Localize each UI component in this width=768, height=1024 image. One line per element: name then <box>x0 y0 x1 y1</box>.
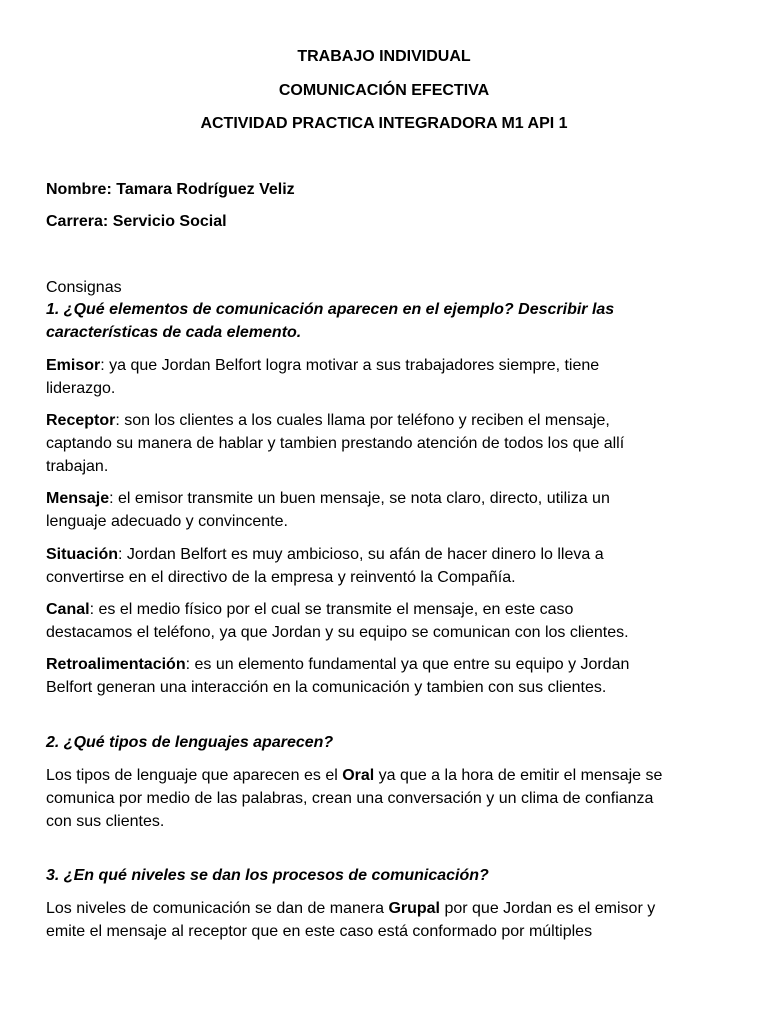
student-name: Nombre: Tamara Rodríguez Veliz <box>46 181 295 198</box>
student-career: Carrera: Servicio Social <box>46 213 227 230</box>
answer-2-line-2: comunica por medio de las palabras, crean una conversación y un clima de confianza <box>46 790 654 807</box>
question-3: 3. ¿En qué niveles se dan los procesos de comunicación? <box>46 867 489 884</box>
answer-3-pre: Los niveles de comunicación se dan de manera <box>46 900 389 917</box>
retro-line-1 <box>46 653 748 676</box>
answer-2-post: ya que a la hora de emitir el mensaje se <box>374 767 663 784</box>
question-2: 2. ¿Qué tipos de lenguajes aparecen? <box>46 734 334 751</box>
canal-text: : es el medio físico por el cual se transmite el mensaje, en este caso <box>89 601 574 618</box>
canal-line-2: destacamos el teléfono, ya que Jordan y su equipo se comunican con los clientes. <box>46 624 629 641</box>
doc-title: TRABAJO INDIVIDUAL <box>297 48 471 65</box>
answer-2-pre: Los tipos de lenguaje que aparecen es el <box>46 767 343 784</box>
question-1-line-1: 1. ¿Qué elementos de comunicación aparecen en el ejemplo? Describir las <box>46 301 615 318</box>
situacion-text: : Jordan Belfort es muy ambicioso, su afán de hacer dinero lo lleva a <box>118 546 604 563</box>
receptor-line-1 <box>46 409 748 432</box>
retro-text: : es un elemento fundamental ya que entre su equipo y Jordan <box>185 656 630 673</box>
retro-line-2: Belfort generan una interacción en la comunicación y tambien con sus clientes. <box>46 679 607 696</box>
answer-3-term: Grupal <box>388 900 440 917</box>
emisor-line-1 <box>46 354 748 377</box>
emisor-line-2: liderazgo. <box>46 380 116 397</box>
mensaje-text: : el emisor transmite un buen mensaje, se nota claro, directo, utiliza un <box>109 490 610 507</box>
canal-line-1 <box>46 598 748 621</box>
situacion-line-2: convertirse en el directivo de la empresa y reinventó la Compañía. <box>46 569 516 586</box>
situacion-line-1 <box>46 543 748 566</box>
mensaje-line-2: lenguaje adecuado y convincente. <box>46 513 288 530</box>
answer-3-post: por que Jordan es el emisor y <box>440 900 656 917</box>
answer-3-line-2: emite el mensaje al receptor que en este caso está conformado por múltiples <box>46 923 593 940</box>
answer-2-line-1 <box>46 764 748 787</box>
doc-activity: ACTIVIDAD PRACTICA INTEGRADORA M1 API 1 <box>200 115 568 132</box>
receptor-line-3: trabajan. <box>46 458 109 475</box>
receptor-line-2: captando su manera de hablar y tambien prestando atención de todos los que allí <box>46 435 625 452</box>
question-1-line-2: características de cada elemento. <box>46 324 302 341</box>
consignas-heading: Consignas <box>46 279 122 296</box>
situacion-term: Situación <box>46 546 119 563</box>
mensaje-term: Mensaje <box>46 490 110 507</box>
emisor-text: : ya que Jordan Belfort logra motivar a sus trabajadores siempre, tiene <box>100 357 600 374</box>
retro-term: Retroalimentación <box>46 656 186 673</box>
receptor-term: Receptor <box>46 412 116 429</box>
mensaje-line-1 <box>46 487 748 510</box>
answer-3-line-1 <box>46 897 748 920</box>
answer-2-term: Oral <box>342 767 375 784</box>
canal-term: Canal <box>46 601 90 618</box>
doc-subtitle: COMUNICACIÓN EFECTIVA <box>278 82 490 99</box>
answer-2-line-3: con sus clientes. <box>46 813 165 830</box>
receptor-text: : son los clientes a los cuales llama por teléfono y reciben el mensaje, <box>115 412 610 429</box>
emisor-term: Emisor <box>46 357 101 374</box>
